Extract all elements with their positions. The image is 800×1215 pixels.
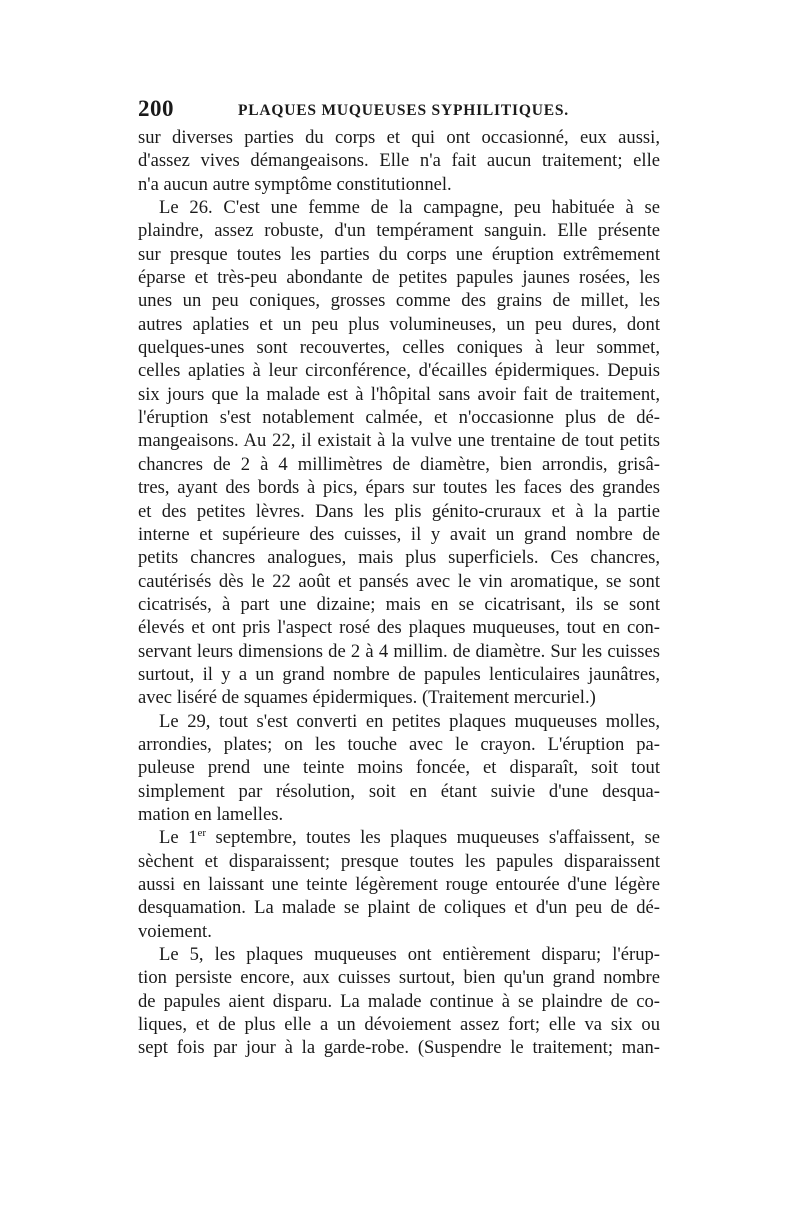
text-line: servant leurs dimensions de 2 à 4 millim. de diamètre. Sur les cuisses [138, 640, 660, 662]
text-line: et des petites lèvres. Dans les plis génito-cruraux et à la partie [138, 500, 660, 522]
text-line: autres aplaties et un peu plus volumineuses, un peu dures, dont [138, 313, 660, 335]
text-line: d'assez vives démangeaisons. Elle n'a fait aucun traitement; elle [138, 150, 660, 172]
text-line: chancres de 2 à 4 millimètres de diamètre, bien arrondis, grisâ- [138, 453, 660, 475]
text-line: voiement. [138, 920, 212, 942]
text-line: unes un peu coniques, grosses comme des grains de millet, les [138, 290, 660, 312]
text-line: quelques-unes sont recouvertes, celles coniques à leur sommet, [138, 337, 660, 359]
text-line: tion persiste encore, aux cuisses surtout, bien qu'un grand nombre [138, 967, 660, 989]
text-line: de papules aient disparu. La malade continue à se plaindre de co- [138, 990, 660, 1012]
text-line: petits chancres analogues, mais plus superficiels. Ces chancres, [138, 547, 660, 569]
text-line: sept fois par jour à la garde-robe. (Suspendre le traitement; man- [138, 1037, 660, 1059]
text-line: sur presque toutes les parties du corps une éruption extrêmement [138, 243, 660, 265]
text-line: desquamation. La malade se plaint de coliques et d'un peu de dé- [138, 897, 660, 919]
text-line: Le 29, tout s'est converti en petites plaques muqueuses molles, [159, 710, 660, 732]
body-text [138, 126, 660, 1060]
text-line: celles aplaties à leur circonférence, d'écailles épidermiques. Depuis [138, 360, 660, 382]
text-line: interne et supérieure des cuisses, il y avait un grand nombre de [138, 523, 660, 545]
text-line: Le 26. C'est une femme de la campagne, peu habituée à se [159, 197, 660, 219]
text-line: sur diverses parties du corps et qui ont occasionné, eux aussi, [138, 127, 660, 148]
text-line: sèchent et disparaissent; presque toutes les papules disparaissent [138, 850, 660, 872]
text-line: éparse et très-peu abondante de petites papules jaunes rosées, les [138, 267, 660, 289]
running-head [138, 96, 660, 124]
text-line: cicatrisés, à part une dizaine; mais en se cicatrisant, ils se sont [138, 593, 660, 615]
page-number: 200 [138, 96, 174, 121]
text-line: surtout, il y a un grand nombre de papules lenticulaires jaunâtres, [138, 663, 660, 685]
running-title: PLAQUES MUQUEUSES SYPHILITIQUES. [238, 102, 569, 119]
text-line: mangeaisons. Au 22, il existait à la vulve une trentaine de tout petits [138, 430, 660, 452]
book-page [138, 96, 660, 1060]
text-line: avec liséré de squames épidermiques. (Traitement mercuriel.) [138, 687, 596, 709]
text-line: l'éruption s'est notablement calmée, et n'occasionne plus de dé- [138, 407, 660, 429]
text-line: arrondies, plates; on les touche avec le crayon. L'éruption pa- [138, 733, 660, 755]
date-superscript: er [197, 827, 206, 840]
text-line: Le 5, les plaques muqueuses ont entièrement disparu; l'érup- [159, 944, 660, 966]
text-line: six jours que la malade est à l'hôpital sans avoir fait de traitement, [138, 383, 660, 405]
text-line: plaindre, assez robuste, d'un tempérament sanguin. Elle présente [138, 220, 660, 242]
date-line-rest: septembre, toutes les plaques muqueuses s'affaissent, se [215, 827, 660, 849]
text-line: liques, et de plus elle a un dévoiement assez fort; elle va six ou [138, 1014, 660, 1036]
text-line: n'a aucun autre symptôme constitutionnel. [138, 173, 452, 195]
text-line: tres, ayant des bords à pics, épars sur toutes les faces des grandes [138, 477, 660, 499]
text-line: simplement par résolution, soit en étant suivie d'une desqua- [138, 780, 660, 802]
text-line: mation en lamelles. [138, 803, 284, 825]
text-line [138, 826, 660, 849]
text-line: puleuse prend une teinte moins foncée, et disparaît, soit tout [138, 757, 660, 779]
text-line: élevés et ont pris l'aspect rosé des plaques muqueuses, tout en con- [138, 617, 660, 639]
text-line: aussi en laissant une teinte légèrement rouge entourée d'une légère [138, 874, 660, 895]
date-prefix: Le 1 [159, 827, 198, 849]
text-line: cautérisés dès le 22 août et pansés avec le vin aromatique, se sont [138, 570, 660, 592]
